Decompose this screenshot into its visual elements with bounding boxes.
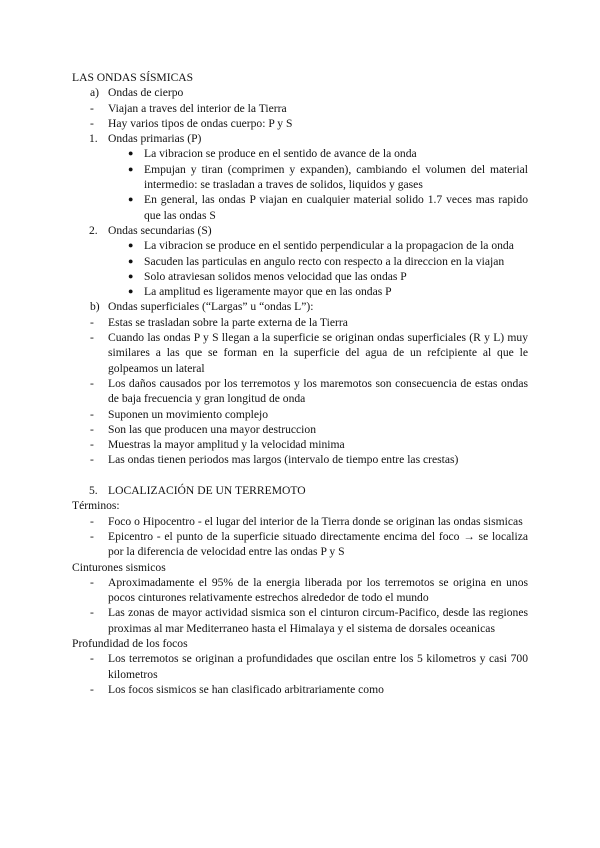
bullet-item: ● La vibracion se produce en el sentido de avance de la onda <box>128 147 417 161</box>
bullet-icon: ● <box>128 194 134 205</box>
list-item: - Las ondas tienen periodos mas largos (intervalo de tiempo entre las crestas) <box>90 453 459 467</box>
section-title-localizacion: 5. LOCALIZACIÓN DE UN TERREMOTO <box>89 484 306 498</box>
dash-marker: - <box>90 575 94 589</box>
dash-marker: - <box>90 529 94 543</box>
bullet-icon: ● <box>128 255 134 266</box>
dash-marker: - <box>90 652 94 666</box>
list-item: - Foco o Hipocentro - el lugar del interior de la Tierra donde se originan las ondas sismicas <box>90 514 523 528</box>
dash-marker: - <box>90 422 94 436</box>
numbered-item-1: 1. Ondas primarias (P) <box>89 132 202 146</box>
dash-marker: - <box>90 315 94 329</box>
list-item: - Los terremotos se originan a profundidades que oscilan entre los 5 kilometros y casi 700 kilometros <box>90 652 528 681</box>
list-item: - Son las que producen una mayor destruccion <box>90 422 316 436</box>
bullet-icon: ● <box>128 163 134 174</box>
dash-marker: - <box>90 116 94 130</box>
subsection-a <box>72 85 528 100</box>
dash-marker: - <box>90 376 94 390</box>
bullet-item: ● Solo atraviesan solidos menos velocidad que las ondas P <box>128 269 407 283</box>
terms-heading: Términos: <box>72 499 120 513</box>
list-item: - Epicentro - el punto de la superficie situado directamente encima del foco → se localiza por la diferencia de velocidad entre las ondas P y S <box>90 529 528 559</box>
bullet-icon: ● <box>128 270 134 281</box>
list-item: - Viajan a traves del interior de la Tierra <box>90 101 287 115</box>
section-title-ondas-sismicas: LAS ONDAS SÍSMICAS <box>72 71 194 84</box>
list-marker: b) <box>90 300 100 314</box>
list-item: - Muestras la mayor amplitud y la velocidad minima <box>90 438 345 452</box>
subsection-label: Ondas de cierpo <box>108 86 184 100</box>
bullet-icon: ● <box>128 240 134 251</box>
bullet-item: ● En general, las ondas P viajan en cualquier material solido 1.7 veces mas rapido que las ondas S <box>128 193 528 222</box>
list-item: - Estas se trasladan sobre la parte externa de la Tierra <box>90 315 348 329</box>
bullet-icon: ● <box>128 148 134 159</box>
list-item: - Las zonas de mayor actividad sismica son el cinturon circum-Pacifico, desde las regiones proximas al mar Mediterraneo hasta el Himalaya y el sistema de dorsales oceanicas <box>90 606 528 635</box>
dash-marker: - <box>90 331 94 345</box>
spacer <box>72 468 528 483</box>
bullet-item: ● Empujan y tiran (comprimen y expanden), cambiando el volumen del material intermedio: se trasladan a traves de solidos, liquidos y gases <box>128 162 528 192</box>
list-item: - Suponen un movimiento complejo <box>90 407 269 421</box>
dash-marker: - <box>90 453 94 467</box>
list-marker: a) <box>90 86 100 100</box>
numbered-item-2: 2. Ondas secundarias (S) <box>89 223 212 237</box>
dash-marker: - <box>90 514 94 528</box>
list-item: - Los daños causados por los terremotos y los maremotos son consecuencia de estas ondas de baja frecuencia y gran longitud de onda <box>90 376 528 406</box>
list-item: - Los focos sismicos se han clasificado arbitrariamente como <box>90 682 384 696</box>
dash-marker: - <box>90 101 94 115</box>
list-item: - Cuando las ondas P y S llegan a la superficie se originan ondas superficiales (R y L) muy similares a las que se forman en la superficie del agua de un refcipiente al que le golpeamos un lateral <box>90 331 528 375</box>
list-item: - Aproximadamente el 95% de la energia liberada por los terremotos se origina en unos pocos cinturones relativamente estrechos alrededor de todo el mundo <box>90 575 528 605</box>
belts-heading: Cinturones sismicos <box>72 560 166 574</box>
list-marker: 2. <box>89 223 98 237</box>
dash-marker: - <box>90 682 94 696</box>
bullet-icon: ● <box>128 286 134 297</box>
bullet-item: ● Sacuden las particulas en angulo recto con respecto a la direccion en la viajan <box>128 254 505 268</box>
depth-heading: Profundidad de los focos <box>72 636 188 650</box>
subsection-label: Ondas superficiales (“Largas” u “ondas L”): <box>108 300 314 314</box>
bullet-item: ● La amplitud es ligeramente mayor que en las ondas P <box>128 285 392 299</box>
dash-marker: - <box>90 407 94 421</box>
bullet-item: ● La vibracion se produce en el sentido perpendicular a la propagacion de la onda <box>128 239 514 253</box>
dash-marker: - <box>90 606 94 620</box>
subsection-b <box>72 299 528 314</box>
dash-marker: - <box>90 438 94 452</box>
list-marker: 1. <box>89 132 98 146</box>
list-marker: 5. <box>89 484 98 498</box>
list-item: - Hay varios tipos de ondas cuerpo: P y S <box>90 116 293 130</box>
